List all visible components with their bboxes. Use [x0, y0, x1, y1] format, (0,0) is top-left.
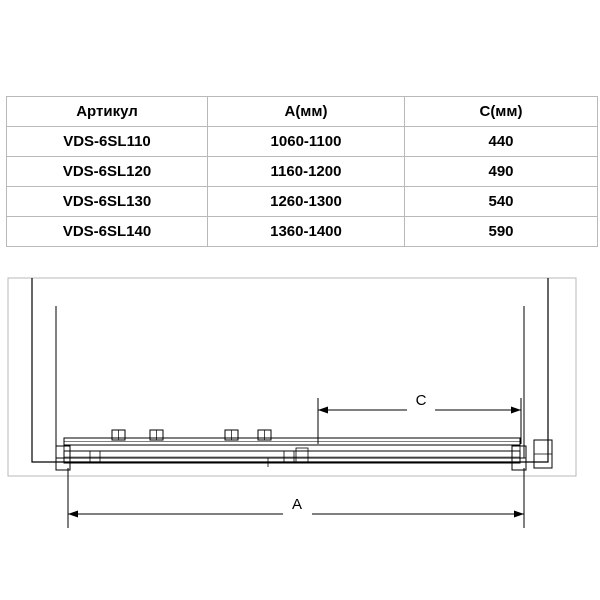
outer-frame — [8, 278, 576, 476]
cell-c: 590 — [405, 217, 598, 247]
opening-outline — [32, 278, 548, 462]
cell-c: 540 — [405, 187, 598, 217]
column-header-a: A(мм) — [208, 97, 405, 127]
cell-a: 1360-1400 — [208, 217, 405, 247]
cell-article: VDS-6SL120 — [7, 157, 208, 187]
cell-c: 440 — [405, 127, 598, 157]
table-body — [7, 127, 598, 247]
column-header-article: Артикул — [7, 97, 208, 127]
cell-a: 1260-1300 — [208, 187, 405, 217]
table-row — [7, 127, 598, 157]
cell-article: VDS-6SL130 — [7, 187, 208, 217]
table-row — [7, 157, 598, 187]
dimension-c-label: C — [415, 392, 427, 409]
dimension-a — [68, 468, 524, 528]
dimension-c — [318, 392, 521, 444]
cell-c: 490 — [405, 157, 598, 187]
cell-a: 1060-1100 — [208, 127, 405, 157]
column-header-c: C(мм) — [405, 97, 598, 127]
table-row — [7, 217, 598, 247]
table-header-row — [7, 97, 598, 127]
table-row — [7, 187, 598, 217]
technical-drawing — [0, 262, 600, 592]
sliding-rail — [64, 438, 520, 451]
cell-a: 1160-1200 — [208, 157, 405, 187]
cell-article: VDS-6SL110 — [7, 127, 208, 157]
table-header — [7, 97, 598, 127]
dimension-a-label: A — [291, 496, 303, 513]
left-wall-profile — [56, 446, 70, 470]
specification-table — [6, 96, 598, 247]
cell-article: VDS-6SL140 — [7, 217, 208, 247]
